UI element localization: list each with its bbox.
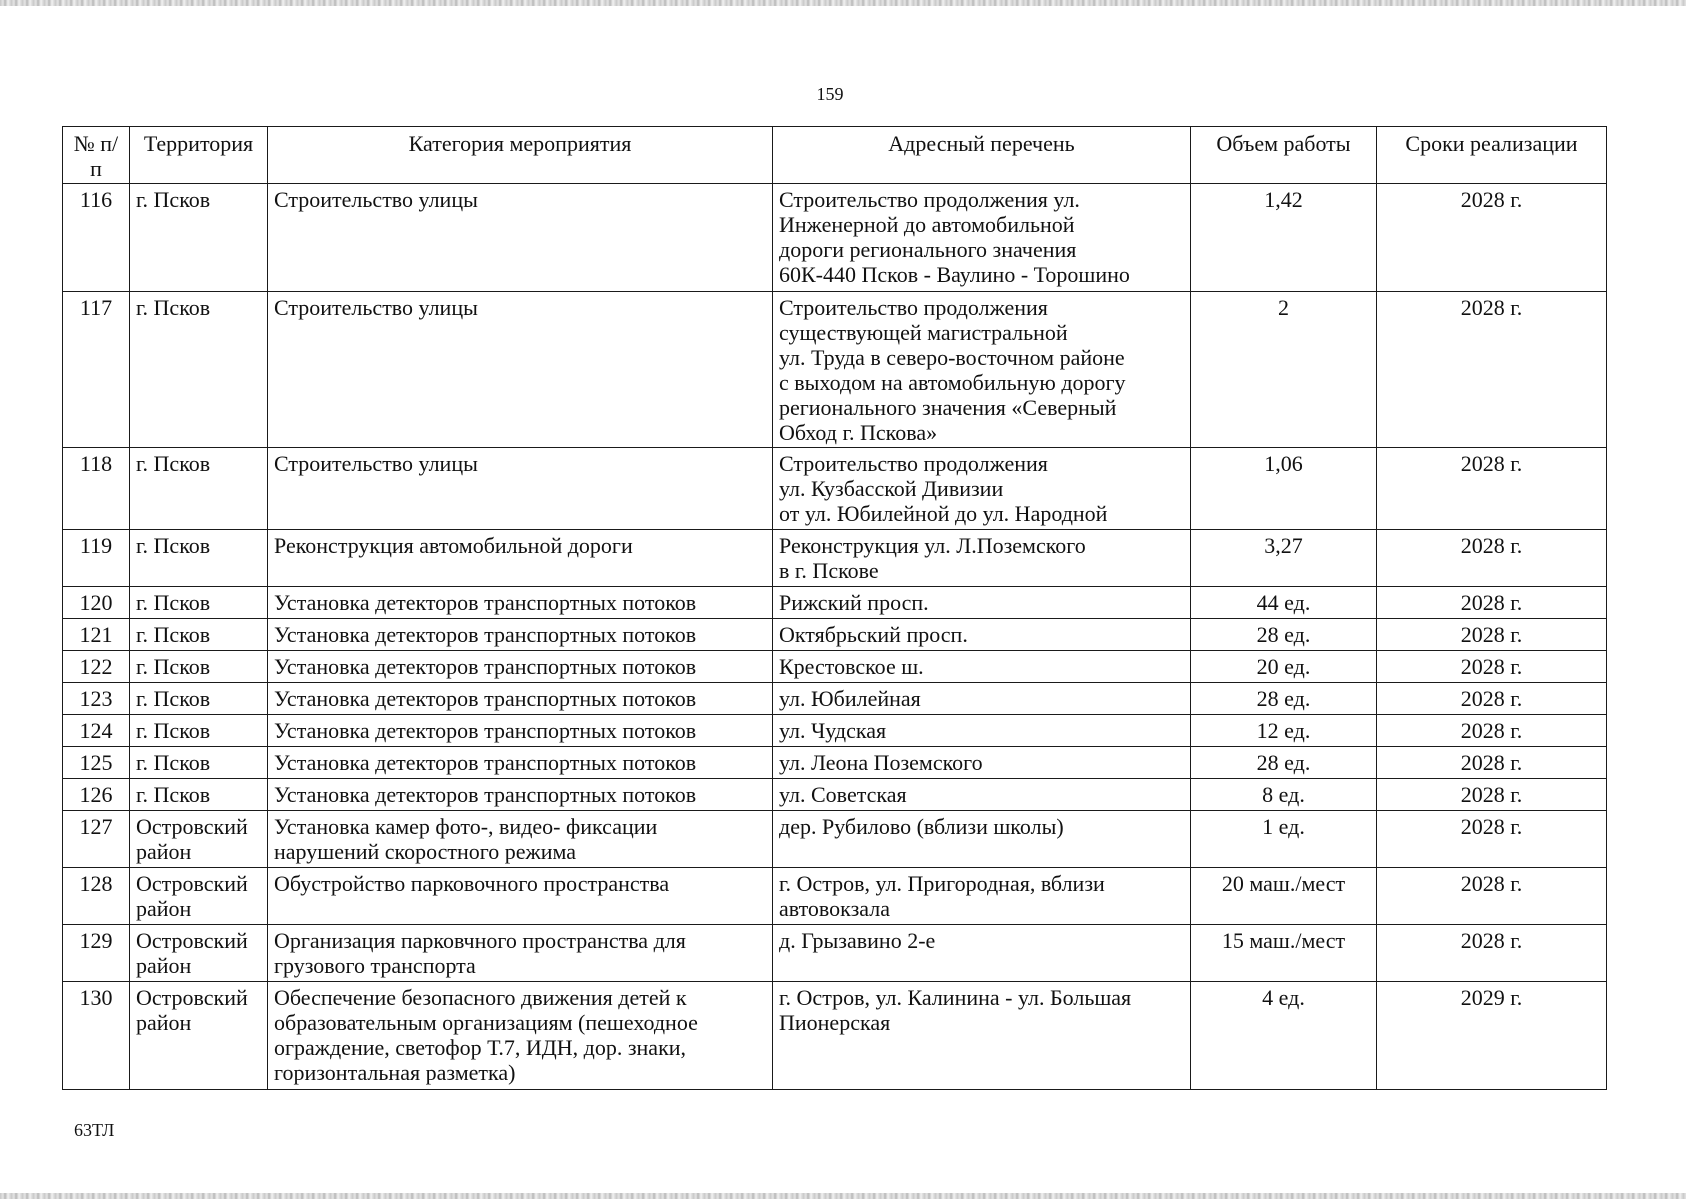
cell-territory	[130, 925, 268, 982]
cell-volume: 44 ед.	[1191, 587, 1377, 619]
cell-address	[773, 925, 1191, 982]
cell-num: 130	[63, 982, 130, 1090]
table-row	[63, 779, 1607, 811]
cell-category	[268, 683, 773, 715]
address-line: автовокзала	[779, 896, 890, 921]
cell-term: 2028 г.	[1377, 779, 1607, 811]
cell-address	[773, 683, 1191, 715]
category-line: горизонтальная разметка)	[274, 1060, 516, 1085]
category-line: Обустройство парковочного пространства	[274, 871, 670, 896]
address-line: Октябрьский просп.	[779, 622, 968, 647]
cell-volume: 1,06	[1191, 448, 1377, 530]
table-row	[63, 982, 1607, 1090]
cell-category	[268, 779, 773, 811]
category-line: нарушений скоростного режима	[274, 839, 577, 864]
cell-category	[268, 982, 773, 1090]
cell-term: 2028 г.	[1377, 683, 1607, 715]
cell-territory	[130, 184, 268, 292]
cell-territory	[130, 587, 268, 619]
table-row	[63, 683, 1607, 715]
category-line: Установка детекторов транспортных потоков	[274, 782, 697, 807]
cell-term: 2028 г.	[1377, 811, 1607, 868]
address-line: ул. Чудская	[779, 718, 887, 743]
cell-term: 2028 г.	[1377, 292, 1607, 448]
cell-category	[268, 184, 773, 292]
cell-num: 120	[63, 587, 130, 619]
table-row	[63, 530, 1607, 587]
territory-line: г. Псков	[136, 622, 211, 647]
header-address: Адресный перечень	[773, 127, 1191, 184]
cell-address	[773, 292, 1191, 448]
address-line: Строительство продолжения	[779, 295, 1048, 320]
address-line: дороги регионального значения	[779, 237, 1077, 262]
territory-line: г. Псков	[136, 295, 211, 320]
address-line: от ул. Юбилейной до ул. Народной	[779, 501, 1108, 526]
territory-line: г. Псков	[136, 718, 211, 743]
category-line: Установка детекторов транспортных потоков	[274, 750, 697, 775]
territory-line: г. Псков	[136, 451, 211, 476]
table-body	[63, 184, 1607, 1090]
cell-num: 117	[63, 292, 130, 448]
address-line: Пионерская	[779, 1010, 891, 1035]
header-volume: Объем работы	[1191, 127, 1377, 184]
header-category: Категория мероприятия	[268, 127, 773, 184]
address-line: ул. Юбилейная	[779, 686, 921, 711]
table-row	[63, 811, 1607, 868]
territory-line: Островский	[136, 814, 248, 839]
cell-term: 2028 г.	[1377, 448, 1607, 530]
cell-term: 2028 г.	[1377, 715, 1607, 747]
territory-line: район	[136, 896, 192, 921]
page-number: 159	[816, 84, 844, 104]
cell-volume: 28 ед.	[1191, 747, 1377, 779]
cell-num: 126	[63, 779, 130, 811]
cell-category	[268, 747, 773, 779]
cell-volume: 1 ед.	[1191, 811, 1377, 868]
address-line: ул. Советская	[779, 782, 907, 807]
cell-category	[268, 811, 773, 868]
cell-category	[268, 448, 773, 530]
territory-line: г. Псков	[136, 590, 211, 615]
cell-territory	[130, 619, 268, 651]
cell-num: 121	[63, 619, 130, 651]
address-line: г. Остров, ул. Пригородная, вблизи	[779, 871, 1105, 896]
table-row	[63, 651, 1607, 683]
cell-territory	[130, 651, 268, 683]
cell-volume: 20 маш./мест	[1191, 868, 1377, 925]
cell-volume: 28 ед.	[1191, 683, 1377, 715]
header-num: № п/п	[63, 127, 130, 184]
table-row	[63, 868, 1607, 925]
cell-category	[268, 619, 773, 651]
cell-num: 118	[63, 448, 130, 530]
address-line: 60К-440 Псков - Ваулино - Торошино	[779, 262, 1130, 287]
table-header-row	[63, 127, 1607, 184]
cell-category	[268, 292, 773, 448]
category-line: Организация парковчного пространства для	[274, 928, 686, 953]
cell-term: 2028 г.	[1377, 530, 1607, 587]
cell-volume: 1,42	[1191, 184, 1377, 292]
cell-territory	[130, 747, 268, 779]
cell-num: 125	[63, 747, 130, 779]
territory-line: Островский	[136, 871, 248, 896]
cell-num: 116	[63, 184, 130, 292]
category-line: образовательным организациям (пешеходное	[274, 1010, 698, 1035]
cell-volume: 28 ед.	[1191, 619, 1377, 651]
cell-address	[773, 715, 1191, 747]
cell-num: 128	[63, 868, 130, 925]
cell-category	[268, 868, 773, 925]
scan-top-edge	[0, 0, 1686, 6]
table-row	[63, 747, 1607, 779]
table-row	[63, 715, 1607, 747]
category-line: Строительство улицы	[274, 451, 478, 476]
cell-term: 2028 г.	[1377, 619, 1607, 651]
address-line: д. Грызавино 2-е	[779, 928, 936, 953]
address-line: Реконструкция ул. Л.Поземского	[779, 533, 1086, 558]
territory-line: район	[136, 1010, 192, 1035]
cell-address	[773, 779, 1191, 811]
address-line: Обход г. Пскова»	[779, 420, 938, 445]
territory-line: г. Псков	[136, 782, 211, 807]
cell-category	[268, 651, 773, 683]
address-line: регионального значения «Северный	[779, 395, 1117, 420]
cell-address	[773, 619, 1191, 651]
category-line: Установка детекторов транспортных потоков	[274, 590, 697, 615]
territory-line: район	[136, 839, 192, 864]
cell-address	[773, 587, 1191, 619]
territory-line: г. Псков	[136, 686, 211, 711]
cell-address	[773, 184, 1191, 292]
table-row	[63, 619, 1607, 651]
cell-territory	[130, 292, 268, 448]
address-line: Крестовское ш.	[779, 654, 924, 679]
cell-address	[773, 747, 1191, 779]
cell-territory	[130, 683, 268, 715]
category-line: Обеспечение безопасного движения детей к	[274, 985, 687, 1010]
cell-address	[773, 868, 1191, 925]
cell-volume: 12 ед.	[1191, 715, 1377, 747]
document-code: 63ТЛ	[74, 1120, 115, 1140]
cell-address	[773, 530, 1191, 587]
cell-territory	[130, 982, 268, 1090]
territory-line: Островский	[136, 985, 248, 1010]
table-row	[63, 292, 1607, 448]
cell-address	[773, 811, 1191, 868]
cell-term: 2028 г.	[1377, 925, 1607, 982]
cell-territory	[130, 448, 268, 530]
cell-volume: 8 ед.	[1191, 779, 1377, 811]
category-line: ограждение, светофор Т.7, ИДН, дор. знаки,	[274, 1035, 687, 1060]
territory-line: Островский	[136, 928, 248, 953]
cell-territory	[130, 715, 268, 747]
cell-term: 2028 г.	[1377, 184, 1607, 292]
cell-territory	[130, 868, 268, 925]
category-line: Установка детекторов транспортных потоков	[274, 718, 697, 743]
cell-term: 2028 г.	[1377, 747, 1607, 779]
cell-num: 129	[63, 925, 130, 982]
territory-line: район	[136, 953, 192, 978]
address-line: ул. Леона Поземского	[779, 750, 983, 775]
cell-term: 2029 г.	[1377, 982, 1607, 1090]
address-line: Строительство продолжения	[779, 451, 1048, 476]
cell-term: 2028 г.	[1377, 868, 1607, 925]
address-line: Рижский просп.	[779, 590, 929, 615]
table-row	[63, 587, 1607, 619]
cell-address	[773, 982, 1191, 1090]
cell-volume: 4 ед.	[1191, 982, 1377, 1090]
address-line: в г. Пскове	[779, 558, 879, 583]
cell-num: 119	[63, 530, 130, 587]
table-row	[63, 448, 1607, 530]
cell-category	[268, 925, 773, 982]
header-term: Сроки реализации	[1377, 127, 1607, 184]
address-line: Строительство продолжения ул.	[779, 187, 1080, 212]
address-line: г. Остров, ул. Калинина - ул. Большая	[779, 985, 1132, 1010]
category-line: Установка детекторов транспортных потоков	[274, 622, 697, 647]
table-row	[63, 925, 1607, 982]
cell-address	[773, 448, 1191, 530]
category-line: Реконструкция автомобильной дороги	[274, 533, 633, 558]
cell-volume: 15 маш./мест	[1191, 925, 1377, 982]
address-line: ул. Труда в северо-восточном районе	[779, 345, 1125, 370]
cell-num: 127	[63, 811, 130, 868]
address-line: с выходом на автомобильную дорогу	[779, 370, 1126, 395]
cell-num: 122	[63, 651, 130, 683]
cell-category	[268, 530, 773, 587]
territory-line: г. Псков	[136, 654, 211, 679]
address-line: ул. Кузбасской Дивизии	[779, 476, 1004, 501]
cell-category	[268, 715, 773, 747]
category-line: грузового транспорта	[274, 953, 476, 978]
territory-line: г. Псков	[136, 750, 211, 775]
cell-category	[268, 587, 773, 619]
cell-term: 2028 г.	[1377, 651, 1607, 683]
category-line: Установка детекторов транспортных потоков	[274, 686, 697, 711]
works-table	[62, 126, 1607, 1090]
cell-territory	[130, 811, 268, 868]
cell-num: 123	[63, 683, 130, 715]
category-line: Установка камер фото-, видео- фиксации	[274, 814, 658, 839]
category-line: Строительство улицы	[274, 295, 478, 320]
cell-volume: 2	[1191, 292, 1377, 448]
address-line: существующей магистральной	[779, 320, 1068, 345]
territory-line: г. Псков	[136, 187, 211, 212]
table-row	[63, 184, 1607, 292]
cell-term: 2028 г.	[1377, 587, 1607, 619]
cell-territory	[130, 530, 268, 587]
category-line: Установка детекторов транспортных потоков	[274, 654, 697, 679]
cell-volume: 20 ед.	[1191, 651, 1377, 683]
address-line: Инженерной до автомобильной	[779, 212, 1075, 237]
cell-address	[773, 651, 1191, 683]
header-territory: Территория	[130, 127, 268, 184]
scan-bottom-edge	[0, 1193, 1686, 1199]
cell-territory	[130, 779, 268, 811]
cell-volume: 3,27	[1191, 530, 1377, 587]
address-line: дер. Рубилово (вблизи школы)	[779, 814, 1064, 839]
cell-num: 124	[63, 715, 130, 747]
territory-line: г. Псков	[136, 533, 211, 558]
category-line: Строительство улицы	[274, 187, 478, 212]
